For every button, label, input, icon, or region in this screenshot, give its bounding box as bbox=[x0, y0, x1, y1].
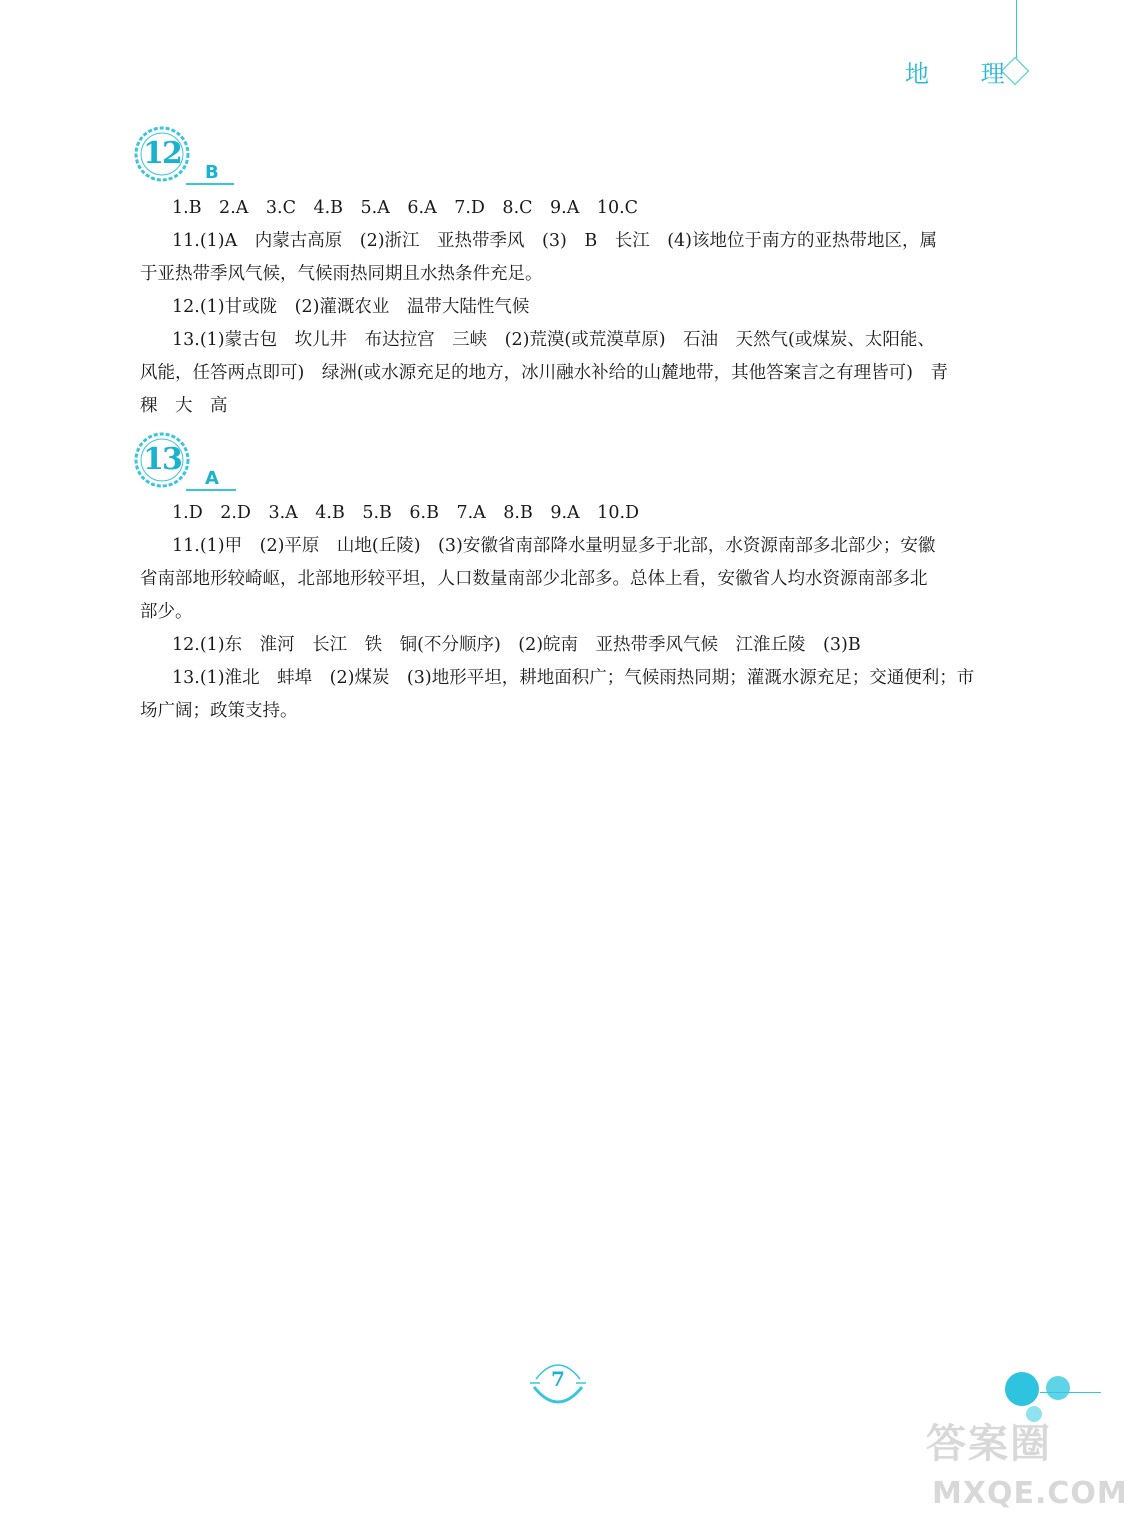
header-rule bbox=[1016, 0, 1017, 58]
answer-line: 于亚热带季风气候，气候雨热同期且水热条件充足。 bbox=[140, 264, 543, 284]
section-12-badge bbox=[134, 126, 190, 182]
grade-underline bbox=[186, 489, 236, 491]
answer-line: 12.(1)甘或陇 (2)灌溉农业 温带大陆性气候 bbox=[172, 297, 530, 317]
section-grade: B bbox=[205, 162, 219, 183]
answer-line: 13.(1)蒙古包 坎儿井 布达拉宫 三峡 (2)荒漠(或荒漠草原) 石油 天然气(或煤炭、太阳能、 bbox=[172, 330, 935, 350]
answer-line: 稞 大 高 bbox=[140, 396, 228, 416]
answer-line: 1.B 2.A 3.C 4.B 5.A 6.A 7.D 8.C 9.A 10.C bbox=[172, 198, 639, 218]
answer-line: 11.(1)A 内蒙古高原 (2)浙江 亚热带季风 (3) B 长江 (4)该地位于南方的亚热带地区，属 bbox=[172, 231, 937, 251]
section-number: 12 bbox=[143, 136, 181, 171]
decor-dot-icon bbox=[1046, 1376, 1070, 1400]
answer-line: 1.D 2.D 3.A 4.B 5.B 6.B 7.A 8.B 9.A 10.D bbox=[172, 503, 640, 523]
answer-line: 风能，任答两点即可) 绿洲(或水源充足的地方，冰川融水补给的山麓地带，其他答案言之有理皆可) 青 bbox=[140, 363, 948, 383]
watermark-domain: MXQE.COM bbox=[932, 1476, 1128, 1511]
section-13-badge bbox=[134, 432, 190, 488]
watermark-logo: 答案圈 bbox=[926, 1421, 1052, 1467]
decor-line bbox=[1040, 1392, 1101, 1393]
answer-line: 省南部地形较崎岖，北部地形较平坦，人口数量南部少北部多。总体上看，安徽省人均水资源南部多北 bbox=[140, 569, 928, 589]
section-grade: A bbox=[205, 468, 219, 489]
subject-title: 地 理 bbox=[905, 60, 1027, 88]
grade-underline bbox=[186, 183, 234, 185]
page-number: 7 bbox=[551, 1367, 565, 1391]
decor-dot-icon bbox=[1005, 1372, 1039, 1406]
answer-line: 场广阔；政策支持。 bbox=[140, 701, 298, 721]
answer-line: 11.(1)甲 (2)平原 山地(丘陵) (3)安徽省南部降水量明显多于北部，水资源南部多北部少；安徽 bbox=[172, 536, 936, 556]
page-number-badge bbox=[530, 1357, 586, 1409]
answer-line: 12.(1)东 淮河 长江 铁 铜(不分顺序) (2)皖南 亚热带季风气候 江淮丘陵 (3)B bbox=[172, 635, 861, 655]
answer-line: 部少。 bbox=[140, 602, 193, 622]
answer-line: 13.(1)淮北 蚌埠 (2)煤炭 (3)地形平坦，耕地面积广；气候雨热同期；灌溉水源充足；交通便利；市 bbox=[172, 668, 975, 688]
section-number: 13 bbox=[143, 442, 181, 477]
